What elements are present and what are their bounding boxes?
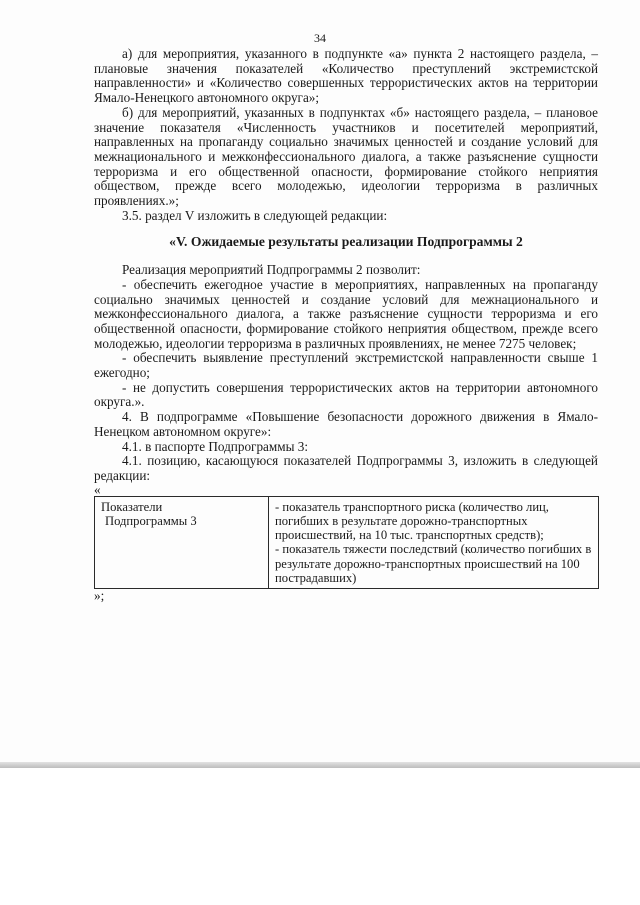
indicators-table: [94, 496, 599, 589]
value-line-1: - показатель транспортного риска (количество лиц, погибших в результате дорожно-транспортных происшествий, на 10 тыс. транспортных средств);: [275, 499, 549, 543]
document-body: [94, 47, 598, 604]
bullet-participation: - обеспечить ежегодное участие в мероприятиях, направленных на пропаганду социально значимых ценностей и создание условий для межнационального и межконфессионального диалога, а также разъяснение сущности терроризма и его общественной опасности, формирование стойкого неприятия обществом, прежде всего молодежью, идеологии терроризма в различных проявлениях, не менее 7275 человек;: [94, 276, 598, 351]
paragraph-4: 4. В подпрограмме «Повышение безопасности дорожного движения в Ямало-Ненецком автономном округе»:: [94, 409, 598, 439]
opening-quote: «: [94, 481, 101, 497]
page-edge-divider: [0, 762, 640, 768]
paragraph-4-1-passport: 4.1. в паспорте Подпрограммы 3:: [122, 438, 309, 454]
page-number: 34: [314, 31, 326, 45]
value-line-2: - показатель тяжести последствий (количество погибших в результате дорожно-транспортных происшествий на 100 пострадавших): [275, 542, 592, 585]
section-heading: «V. Ожидаемые результаты реализации Подпрограммы 2: [169, 234, 523, 250]
closing-quote: »;: [94, 587, 105, 603]
paragraph-3-5: 3.5. раздел V изложить в следующей редакции:: [122, 207, 388, 223]
bullet-prevention: - не допустить совершения террористических актов на территории автономного округа.».: [94, 379, 598, 410]
table-label-cell: [95, 496, 269, 588]
paragraph-b: б) для мероприятий, указанных в подпунктах «б» настоящего раздела, – плановое значение показателя «Численность участников и посетителей мероприятий, направленных на пропаганду социально значимых ценностей и создание условий для межнационального и межконфессионального диалога, а также разъяснение сущности терроризма и его общественной опасности, формирование стойкого неприятия обществом, прежде всего молодежью, идеологии терроризма в различных проявлениях.»;: [94, 104, 598, 209]
table-value-cell: [269, 496, 599, 588]
label-line-2: Подпрограммы 3: [105, 513, 197, 528]
table-row: [95, 496, 599, 588]
paragraph-4-1-position: 4.1. позицию, касающуюся показателей Подпрограммы 3, изложить в следующей редакции:: [94, 453, 598, 483]
paragraph-a: а) для мероприятия, указанного в подпункте «а» пункта 2 настоящего раздела, – плановые значения показателей «Количество преступлений экстремистской направленности» и «Количество совершенных террористических актов на территории Ямало-Ненецкого автономного округа»;: [94, 46, 598, 106]
paragraph-intro: Реализация мероприятий Подпрограммы 2 позволит:: [122, 262, 421, 278]
label-line-1: Показатели: [101, 499, 163, 514]
bullet-detection: - обеспечить выявление преступлений экстремистской направленности свыше 1 ежегодно;: [94, 350, 598, 381]
